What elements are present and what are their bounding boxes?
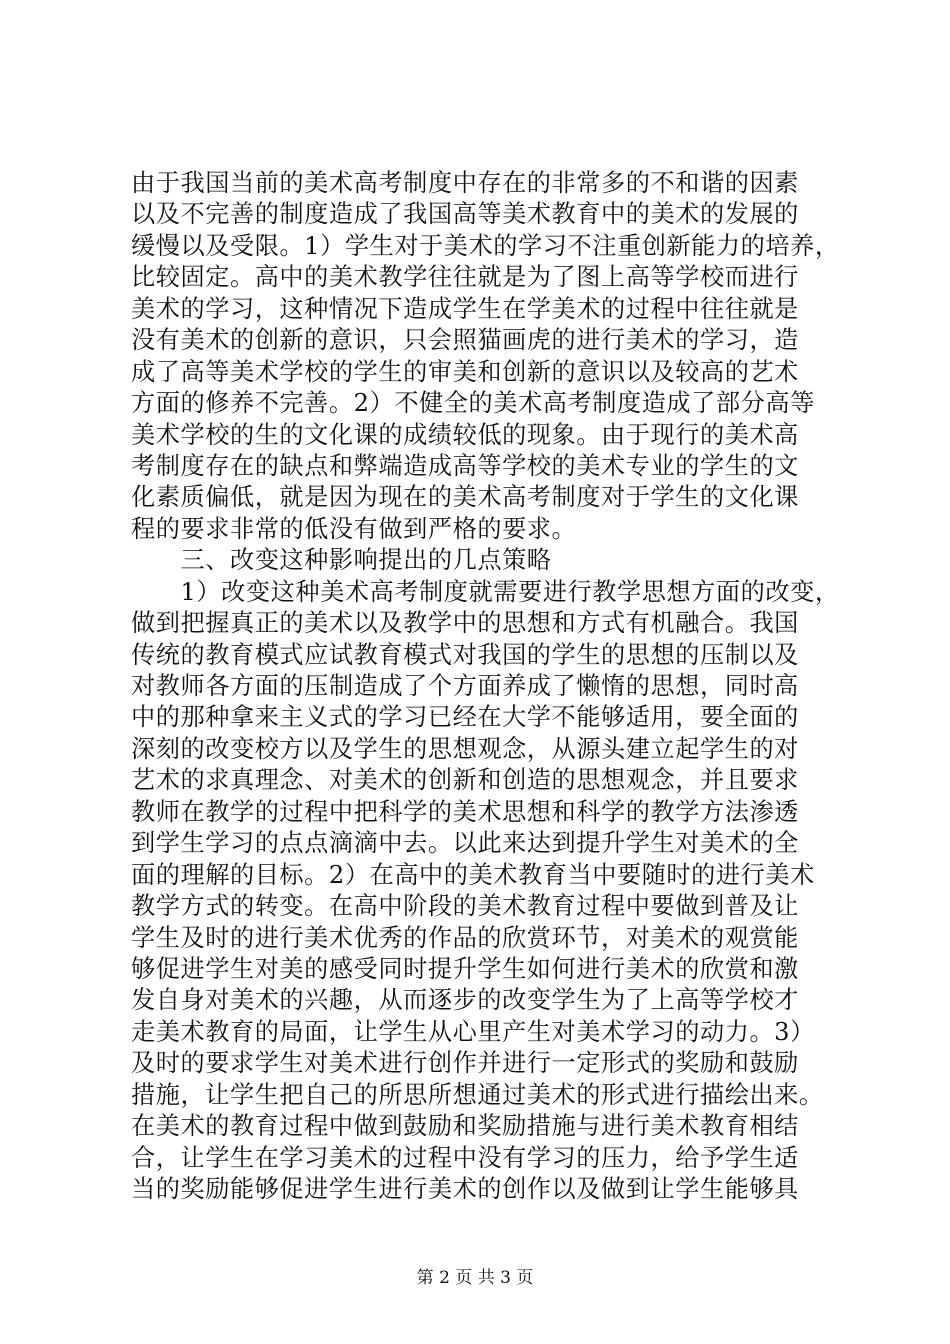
text-line: 对教师各方面的压制造成了个方面养成了懒惰的思想，同时高 (131, 672, 799, 700)
text-line: 美术学校的生的文化课的成绩较低的现象。由于现行的美术高 (131, 420, 799, 449)
text-line: 比较固定。高中的美术教学往往就是为了图上高等学校而进行 (131, 263, 799, 292)
text-line: 深刻的改变校方以及学生的思想观念，从源头建立起学生的对 (131, 734, 799, 763)
text-line: 程的要求非常的低没有做到严格的要求。 (131, 514, 577, 543)
text-line: 学生及时的进行美术优秀的作品的欣赏环节，对美术的观赏能 (131, 923, 799, 952)
text-line: 缓慢以及受限。1）学生对于美术的学习不注重创新能力的培养， (131, 231, 840, 260)
text-line: 化素质偏低，就是因为现在的美术高考制度对于学生的文化课 (131, 483, 799, 512)
text-line: 当的奖励能够促进学生进行美术的创作以及做到让学生能够具 (131, 1175, 799, 1203)
text-line: 措施，让学生把自己的所思所想通过美术的形式进行描绘出来。 (131, 1080, 824, 1109)
text-line: 由于我国当前的美术高考制度中存在的非常多的不和谐的因素 (131, 169, 799, 197)
text-line: 走美术教育的局面，让学生从心里产生对美术学习的动力。3） (131, 1017, 815, 1046)
text-line: 中的那种拿来主义式的学习已经在大学不能够适用，要全面的 (131, 703, 799, 732)
text-line: 够促进学生对美的感受同时提升学生如何进行美术的欣赏和激 (131, 954, 799, 983)
text-line: 1）改变这种美术高考制度就需要进行教学思想方面的改变， (131, 577, 840, 606)
text-line: 教学方式的转变。在高中阶段的美术教育过程中要做到普及让 (131, 892, 799, 921)
text-line: 面的理解的目标。2）在高中的美术教育当中要随时的进行美术 (131, 860, 815, 889)
text-line: 方面的修养不完善。2）不健全的美术高考制度造成了部分高等 (131, 389, 815, 418)
text-line: 做到把握真正的美术以及教学中的思想和方式有机融合。我国 (131, 609, 799, 638)
text-line: 没有美术的创新的意识，只会照猫画虎的进行美术的学习，造 (131, 326, 799, 355)
text-line: 艺术的求真理念、对美术的创新和创造的思想观念，并且要求 (131, 766, 799, 795)
text-line: 传统的教育模式应试教育模式对我国的学生的思想的压制以及 (131, 640, 799, 669)
text-line: 考制度存在的缺点和弊端造成高等学校的美术专业的学生的文 (131, 451, 799, 480)
page-footer: 第 2 页 共 3 页 (416, 1268, 534, 1288)
text-line: 发自身对美术的兴趣，从而逐步的改变学生为了上高等学校才 (131, 986, 799, 1015)
text-line: 成了高等美术学校的学生的审美和创新的意识以及较高的艺术 (131, 357, 799, 386)
text-line: 合，让学生在学习美术的过程中没有学习的压力，给予学生适 (131, 1143, 799, 1172)
body-text (131, 168, 840, 1205)
text-line: 及时的要求学生对美术进行创作并进行一定形式的奖励和鼓励 (131, 1049, 799, 1078)
text-line: 美术的学习，这种情况下造成学生在学美术的过程中往往就是 (131, 294, 799, 323)
text-line: 在美术的教育过程中做到鼓励和奖励措施与进行美术教育相结 (131, 1112, 799, 1141)
text-line: 到学生学习的点点滴滴中去。以此来达到提升学生对美术的全 (131, 829, 799, 858)
text-line: 三、改变这种影响提出的几点策略 (131, 546, 552, 575)
text-line: 教师在教学的过程中把科学的美术思想和科学的教学方法渗透 (131, 797, 799, 826)
text-line: 以及不完善的制度造成了我国高等美术教育中的美术的发展的 (131, 200, 799, 229)
